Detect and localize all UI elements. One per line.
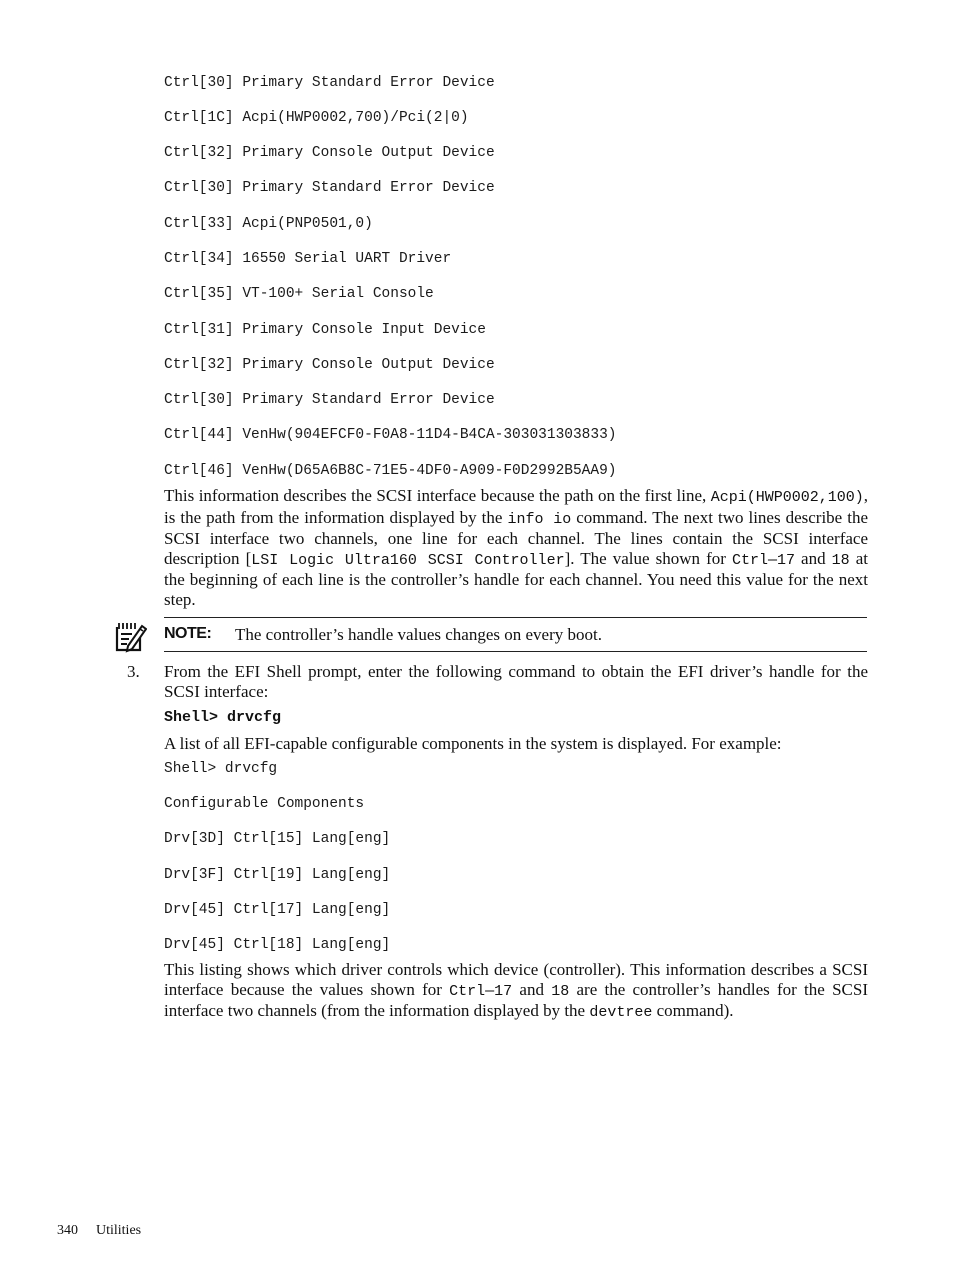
code-line: Drv[3D] Ctrl[15] Lang[eng] — [164, 831, 391, 847]
code-line: Drv[3F] Ctrl[19] Lang[eng] — [164, 867, 391, 883]
inline-code: Ctrl—17 — [449, 982, 513, 1000]
text-run: are the controller’s handles for the SCSI interface two channels (from the information displayed by the — [164, 979, 868, 1021]
text-run: , is the path from the information displayed by the — [164, 486, 868, 527]
code-line: Drv[45] Ctrl[17] Lang[eng] — [164, 902, 391, 918]
note-bottom-rule — [164, 651, 867, 652]
note-text: The controller’s handle values changes on every boot. — [235, 625, 602, 644]
inline-code: LSI Logic Ultra160 SCSI Controller — [251, 551, 565, 569]
code-line: Ctrl[30] Primary Standard Error Device — [164, 180, 495, 196]
page-footer — [57, 1223, 141, 1239]
code-line: Ctrl[32] Primary Console Output Device — [164, 145, 495, 161]
page-number: 340 — [57, 1223, 78, 1238]
inline-code: Acpi(HWP0002,100) — [710, 489, 864, 506]
code-line: Ctrl[32] Primary Console Output Device — [164, 357, 495, 373]
text-run: ]. The value shown for — [564, 548, 732, 568]
inline-code: info io — [507, 510, 572, 528]
inline-code: devtree — [589, 1004, 653, 1022]
command-line: Shell> drvcfg — [164, 709, 282, 726]
code-line: Ctrl[33] Acpi(PNP0501,0) — [164, 216, 373, 232]
text-run: and — [794, 548, 832, 568]
code-line: Drv[45] Ctrl[18] Lang[eng] — [164, 937, 391, 953]
text-run: and — [512, 979, 552, 999]
text-run: command). — [652, 1001, 734, 1021]
note-pencil-icon — [113, 620, 147, 654]
paragraph-listing-explanation — [164, 960, 868, 1023]
code-line: Ctrl[44] VenHw(904EFCF0-F0A8-11D4-B4CA-303031303833) — [164, 427, 617, 443]
note-label: NOTE: — [164, 625, 212, 642]
code-line: Ctrl[34] 16550 Serial UART Driver — [164, 251, 452, 267]
text-run: This listing shows which driver controls which device (controller). This information describes a SCSI interface because the values shown for — [164, 960, 868, 999]
step-text: From the EFI Shell prompt, enter the following command to obtain the EFI driver’s handle for the SCSI interface: — [164, 662, 868, 701]
code-line: Configurable Components — [164, 796, 365, 812]
code-line: Ctrl[31] Primary Console Input Device — [164, 322, 486, 338]
text-run: at the beginning of each line is the controller’s handle for each channel. You need this value for the next step. — [164, 548, 868, 609]
code-line: Ctrl[35] VT-100+ Serial Console — [164, 286, 434, 302]
code-line: Ctrl[1C] Acpi(HWP0002,700)/Pci(2|0) — [164, 110, 469, 126]
inline-code: 18 — [551, 982, 570, 1000]
inline-code: 18 — [831, 551, 850, 569]
code-line: Ctrl[30] Primary Standard Error Device — [164, 392, 495, 408]
text-run: command. The next two lines describe the SCSI interface two channels, one line for each channel. The lines contain the SCSI interface description [ — [164, 507, 869, 568]
code-line: Ctrl[30] Primary Standard Error Device — [164, 75, 495, 91]
section-name: Utilities — [96, 1223, 142, 1238]
code-line: Shell> drvcfg — [164, 761, 278, 777]
step-number: 3. — [127, 662, 140, 681]
code-line: Ctrl[46] VenHw(D65A6B8C-71E5-4DF0-A909-F0D2992B5AA9) — [164, 463, 617, 479]
paragraph-list-intro: A list of all EFI-capable configurable components in the system is displayed. For example: — [164, 734, 782, 753]
text-run: This information describes the SCSI interface because the path on the first line, — [164, 486, 711, 505]
inline-code: Ctrl—17 — [731, 551, 795, 569]
note-top-rule — [164, 617, 867, 618]
paragraph-scsi-description — [164, 486, 868, 610]
